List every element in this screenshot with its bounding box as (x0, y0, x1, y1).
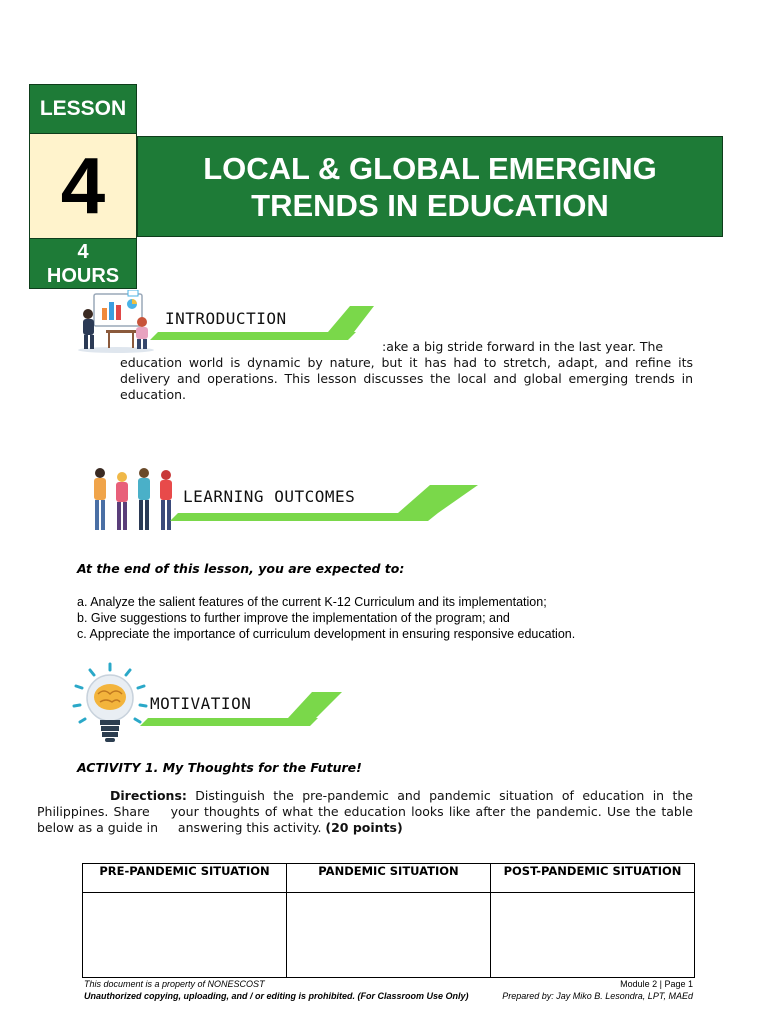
introduction-heading: INTRODUCTION (165, 309, 287, 328)
activity-title: ACTIVITY 1. My Thoughts for the Future! (77, 760, 362, 775)
lesson-number: 4 (29, 134, 137, 238)
learning-outcomes-heading: LEARNING OUTCOMES (183, 487, 356, 506)
footer-property: This document is a property of NONESCOST (84, 979, 265, 989)
list-item: b. Give suggestions to further improve the implementation of the program; and (77, 611, 510, 625)
footer-right (502, 978, 693, 1002)
hours-label: HOURS (46, 264, 120, 287)
table-header-post-pandemic: POST-PANDEMIC SITUATION (491, 864, 695, 893)
lightbulb-brain-icon (70, 662, 150, 744)
students-illustration-icon (86, 465, 178, 535)
footer-warning: Unauthorized copying, uploading, and / or editing is prohibited. (For Classroom Use Only) (84, 991, 469, 1001)
lesson-title-line1: LOCAL & GLOBAL EMERGING (203, 150, 657, 186)
footer-left (84, 978, 469, 1002)
table-header-pre-pandemic: PRE-PANDEMIC SITUATION (83, 864, 287, 893)
list-item: c. Appreciate the importance of curriculum development in ensuring responsive education. (77, 627, 576, 641)
hours-number: 4 (77, 240, 89, 263)
directions-text (37, 788, 697, 836)
lesson-label: LESSON (29, 84, 137, 134)
introduction-body: education world is dynamic by nature, but it has had to stretch, adapt, and refine its delivery and operations. This lesson discusses the local and global emerging trends in education. (120, 355, 693, 402)
outcomes-lead: At the end of this lesson, you are expected to: (77, 561, 405, 576)
table-cell[interactable] (83, 893, 287, 978)
directions-body: Distinguish the pre-pandemic and pandemic situation of education in the Philippines. Share your thoughts of what the education looks like after the pandemic. Use the table below as a guide in answering this activity. (37, 788, 697, 835)
footer-prepared-by: Prepared by: Jay Miko B. Lesondra, LPT, MAEd (502, 991, 693, 1001)
introduction-line1: :ake a big stride forward in the last year. The (382, 339, 664, 354)
directions-points: (20 points) (325, 820, 403, 835)
list-item: a. Analyze the salient features of the current K-12 Curriculum and its implementation; (77, 595, 547, 609)
situation-table (82, 863, 695, 978)
outcomes-list (77, 594, 575, 642)
motivation-banner (140, 692, 342, 728)
directions-label: Directions: (110, 788, 187, 803)
lesson-title (137, 136, 723, 237)
table-row (83, 893, 695, 978)
footer-page: Module 2 | Page 1 (620, 979, 693, 989)
introduction-banner (150, 306, 374, 342)
learning-outcomes-banner (170, 485, 478, 523)
table-cell[interactable] (287, 893, 491, 978)
table-cell[interactable] (491, 893, 695, 978)
motivation-heading: MOTIVATION (150, 694, 252, 713)
table-header-pandemic: PANDEMIC SITUATION (287, 864, 491, 893)
lesson-title-line2: TRENDS IN EDUCATION (251, 187, 609, 223)
introduction-text (120, 339, 693, 403)
lesson-hours (29, 238, 137, 289)
